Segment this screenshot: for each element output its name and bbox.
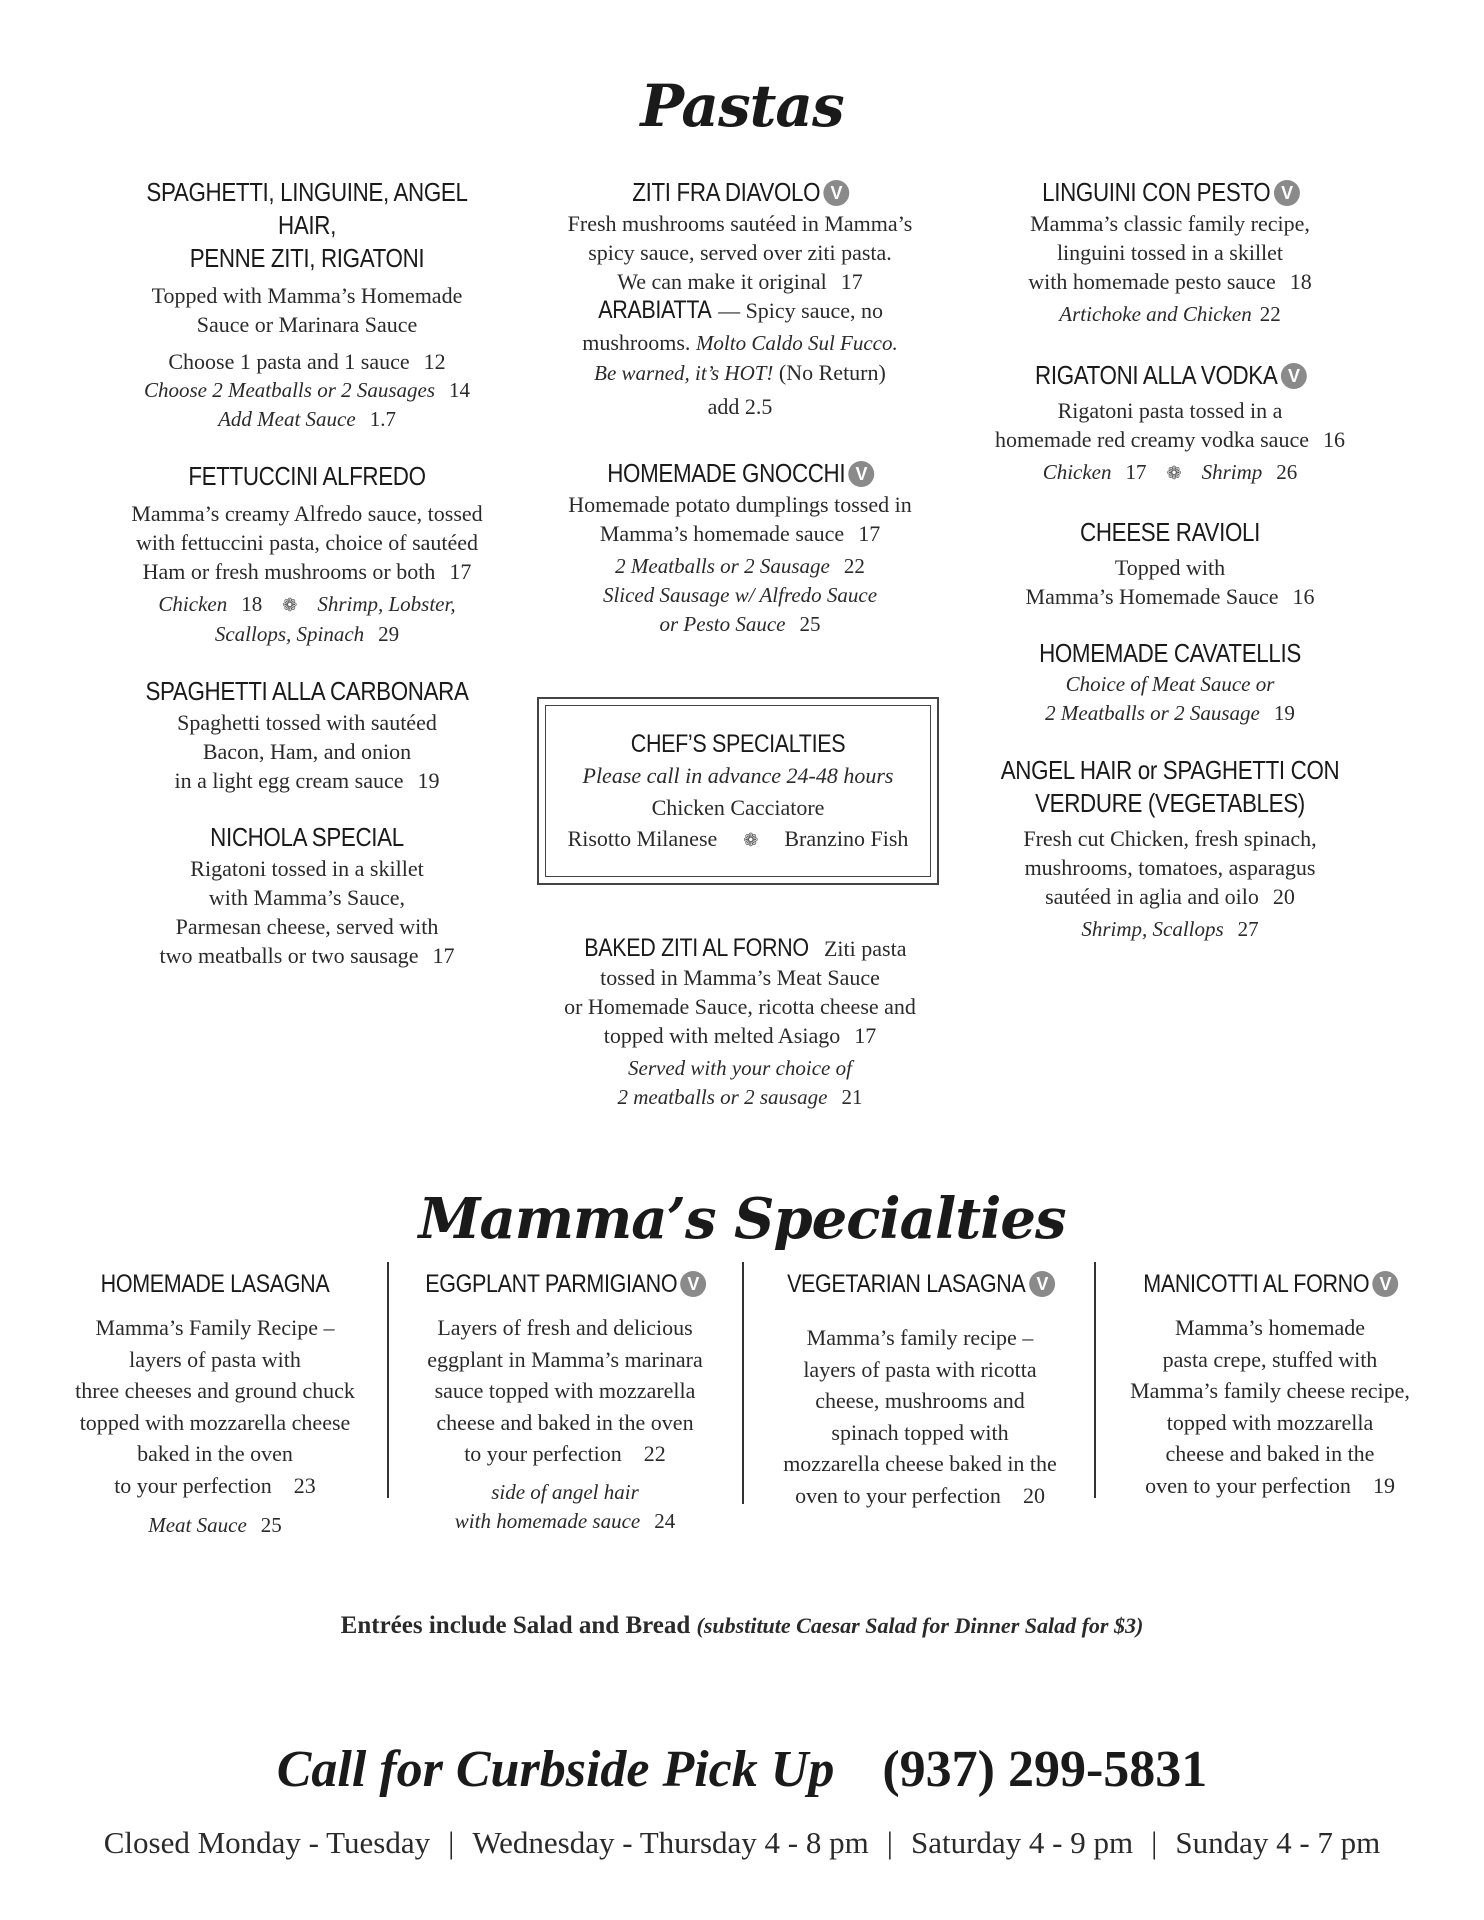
item-name: HOMEMADE LASAGNA — [100, 1270, 330, 1298]
price: 16 — [1292, 584, 1315, 609]
option-text: Shrimp — [1201, 460, 1263, 484]
item-desc: Topped with Mamma’s Homemade — [151, 283, 463, 308]
price: 18 — [1289, 269, 1312, 294]
desc-text: Ziti pasta — [823, 936, 907, 961]
vegetarian-icon: V — [1274, 180, 1300, 206]
item-desc — [92, 557, 522, 586]
menu-item-baked-ziti — [530, 934, 950, 1112]
item-desc — [1105, 1470, 1435, 1502]
menu-item-carbonara — [92, 675, 522, 795]
item-desc — [92, 941, 522, 970]
menu-item-fettuccini-alfredo — [92, 460, 522, 649]
price: 20 — [1272, 884, 1295, 909]
pastas-title: Pastas — [640, 72, 844, 140]
item-option — [92, 405, 522, 434]
item-name — [423, 1268, 707, 1300]
item-desc: cheese and baked in the oven — [436, 1409, 694, 1435]
price: 23 — [293, 1472, 316, 1498]
item-desc: layers of pasta with — [129, 1346, 301, 1372]
desc-text: oven to your perfection — [1145, 1472, 1351, 1498]
item-option — [55, 1511, 375, 1540]
option-text: 2 Meatballs or 2 Sausage — [1045, 701, 1260, 725]
item-option — [960, 699, 1380, 728]
item-desc — [960, 582, 1380, 611]
item-name: SPAGHETTI, LINGUINE, ANGEL HAIR, — [146, 177, 468, 240]
price: 20 — [1022, 1482, 1045, 1508]
vegetarian-icon: V — [1281, 363, 1307, 389]
item-option: Sliced Sausage w/ Alfredo Sauce — [602, 583, 878, 607]
item-desc: three cheeses and ground chuck — [75, 1378, 355, 1403]
item-desc: baked in the oven — [137, 1441, 293, 1466]
item-option — [960, 458, 1380, 488]
price: 17 — [854, 1023, 877, 1048]
desc-text: Mamma’s homemade sauce — [599, 521, 845, 546]
item-name-line2: PENNE ZITI, RIGATONI — [189, 243, 425, 273]
item-desc — [530, 1021, 950, 1050]
item-name: SPAGHETTI ALLA CARBONARA — [145, 676, 469, 706]
item-name — [989, 359, 1350, 392]
item-desc — [530, 267, 950, 296]
option-text: Shrimp, Lobster, — [317, 592, 456, 616]
flower-separator-icon: ❁ — [743, 830, 759, 850]
option-text: with homemade sauce — [454, 1508, 641, 1533]
item-option — [530, 1083, 950, 1112]
item-option — [530, 610, 950, 639]
price: 14 — [449, 378, 471, 402]
desc-text: two meatballs or two sausage — [159, 943, 419, 968]
price: 24 — [654, 1508, 676, 1533]
desc-text: to your perfection — [114, 1472, 272, 1498]
menu-item-cheese-ravioli — [960, 516, 1380, 611]
price: 25 — [799, 612, 821, 636]
menu-item-ziti-fra-diavolo — [530, 176, 950, 421]
item-desc: linguini tossed in a skillet — [1056, 240, 1284, 265]
option-text: 2 meatballs or 2 sausage — [617, 1085, 828, 1109]
item-desc: Mamma’s Family Recipe – — [95, 1315, 335, 1340]
vegetarian-icon: V — [1029, 1271, 1055, 1297]
flower-separator-icon: ❁ — [1166, 463, 1182, 483]
column-divider — [1094, 1262, 1096, 1498]
item-name — [1128, 1268, 1412, 1300]
item-desc: Mamma’s classic family recipe, — [1030, 211, 1310, 236]
item-option — [960, 915, 1380, 944]
item-desc — [530, 328, 950, 358]
item-option — [92, 620, 522, 649]
vegetarian-icon: V — [1373, 1271, 1399, 1297]
pasta-column-left — [92, 176, 522, 996]
item-name — [559, 176, 920, 209]
item-desc: layers of pasta with ricotta — [803, 1356, 1037, 1382]
option-text: Scallops, Spinach — [214, 622, 365, 646]
item-desc: cheese, mushrooms and — [815, 1388, 1025, 1413]
item-option: side of angel hair — [491, 1479, 639, 1504]
price: 19 — [1372, 1472, 1395, 1498]
chefs-specialties-inner — [545, 705, 931, 877]
hours-entry: Wednesday - Thursday 4 - 8 pm — [472, 1825, 869, 1860]
item-desc: with Mamma’s Sauce, — [208, 885, 406, 910]
item-desc — [960, 882, 1380, 911]
specialty-homemade-lasagna — [55, 1268, 375, 1540]
price: 22 — [843, 554, 865, 578]
desc-text: homemade red creamy vodka sauce — [995, 427, 1309, 452]
item-name: ANGEL HAIR or SPAGHETTI CON — [1000, 755, 1340, 785]
menu-item-rigatoni-vodka — [960, 359, 1380, 488]
item-desc: Rigatoni pasta tossed in a — [1057, 398, 1283, 423]
option-text: Choose 2 Meatballs or 2 Sausages — [143, 378, 436, 402]
price: 17 — [432, 943, 455, 968]
item-desc: Sauce or Marinara Sauce — [196, 312, 418, 337]
item-name-text: HOMEMADE GNOCCHI — [607, 458, 846, 488]
entree-note-text: Entrées include Salad and Bread — [340, 1612, 691, 1639]
item-desc — [55, 1470, 375, 1502]
item-desc: Spaghetti tossed with sautéed — [177, 710, 437, 735]
chefs-items-row — [546, 823, 930, 857]
chefs-specialties-title: CHEF’S SPECIALTIES — [630, 730, 846, 758]
item-desc: pasta crepe, stuffed with — [1162, 1346, 1378, 1372]
item-option — [92, 347, 522, 376]
menu-item-linguini-pesto — [960, 176, 1380, 329]
item-option — [530, 392, 950, 421]
option-text: Artichoke and Chicken — [1059, 302, 1252, 326]
item-name — [778, 1268, 1062, 1300]
arabiatta-line — [530, 296, 950, 325]
price: 26 — [1276, 460, 1298, 484]
item-option: Served with your choice of — [628, 1056, 852, 1080]
desc-italic: Be warned, it’s HOT! — [594, 361, 774, 385]
entree-note-italic: (substitute Caesar Salad for Dinner Salad for $3) — [696, 1613, 1144, 1638]
price: 19 — [1273, 701, 1295, 725]
flower-separator-icon: ❁ — [282, 595, 298, 615]
option-text: Shrimp, Scallops — [1081, 917, 1224, 941]
item-desc — [530, 358, 950, 388]
menu-item-spaghetti-linguine — [92, 176, 522, 434]
item-name-text: ZITI FRA DIAVOLO — [632, 177, 821, 207]
curbside-call — [0, 1740, 1484, 1799]
desc-text: Ham or fresh mushrooms or both — [142, 559, 436, 584]
item-name: NICHOLA SPECIAL — [210, 822, 404, 852]
item-desc: topped with mozzarella cheese — [79, 1409, 351, 1435]
chefs-note: Please call in advance 24-48 hours — [582, 763, 894, 788]
vegetarian-icon: V — [824, 180, 850, 206]
item-desc: topped with mozzarella — [1166, 1409, 1374, 1435]
item-name-text: RIGATONI ALLA VODKA — [1035, 360, 1278, 390]
desc-text: in a light egg cream sauce — [174, 768, 404, 793]
price: 21 — [841, 1085, 863, 1109]
item-desc: mushrooms, tomatoes, asparagus — [1024, 855, 1316, 880]
option-text: or Pesto Sauce — [659, 612, 786, 636]
option-text: Add Meat Sauce — [218, 407, 356, 431]
desc-text: (No Return) — [778, 360, 886, 385]
hours-entry: Sunday 4 - 7 pm — [1175, 1825, 1381, 1860]
hours-divider: | — [886, 1825, 893, 1860]
price: 2.5 — [744, 394, 773, 419]
option-text: Chicken — [1042, 460, 1112, 484]
price: 18 — [241, 592, 263, 616]
entree-note — [0, 1612, 1484, 1640]
desc-text: We can make it original — [617, 269, 827, 294]
item-desc — [92, 766, 522, 795]
item-desc: Mamma’s family recipe – — [806, 1325, 1034, 1350]
item-name-line2: VERDURE (VEGETABLES) — [1035, 788, 1305, 818]
price: 17 — [840, 269, 863, 294]
item-name: CHEESE RAVIOLI — [1080, 517, 1260, 547]
item-name: FETTUCCINI ALFREDO — [188, 461, 426, 491]
price: 22 — [1259, 302, 1281, 326]
item-desc: eggplant in Mamma’s marinara — [427, 1346, 703, 1372]
menu-item-angel-hair-verdure — [960, 754, 1380, 944]
hours-entry: Saturday 4 - 9 pm — [910, 1825, 1134, 1860]
desc-text: — Spicy sauce, no — [718, 298, 884, 323]
option-text: 2 Meatballs or 2 Sausage — [615, 554, 830, 578]
desc-text: oven to your perfection — [795, 1482, 1001, 1508]
desc-text: sautéed in aglia and oilo — [1045, 884, 1259, 909]
chefs-item: Branzino Fish — [784, 826, 909, 851]
column-divider — [387, 1262, 389, 1498]
item-name — [989, 176, 1350, 209]
item-name-text: MANICOTTI AL FORNO — [1143, 1270, 1370, 1298]
phone-number[interactable]: (937) 299-5831 — [882, 1741, 1208, 1798]
option-text: Meat Sauce — [148, 1513, 247, 1537]
specialty-manicotti-al-forno — [1105, 1268, 1435, 1501]
item-desc: Mamma’s family cheese recipe, — [1130, 1378, 1410, 1403]
pasta-column-right — [960, 176, 1380, 970]
chefs-item: Risotto Milanese — [567, 826, 718, 851]
menu-item-cavatellis — [960, 637, 1380, 728]
item-desc: Rigatoni tossed in a skillet — [190, 856, 424, 881]
price: 12 — [423, 349, 446, 374]
item-desc: spinach topped with — [831, 1419, 1009, 1445]
option-text: Choose 1 pasta and 1 sauce — [168, 349, 410, 374]
price: 1.7 — [369, 407, 396, 431]
item-desc: Layers of fresh and delicious — [437, 1315, 693, 1340]
option-text: Chicken — [158, 592, 228, 616]
item-desc: or Homemade Sauce, ricotta cheese and — [564, 994, 916, 1019]
vegetarian-icon: V — [849, 461, 875, 487]
item-desc: mozzarella cheese baked in the — [783, 1451, 1057, 1476]
item-desc: cheese and baked in the — [1165, 1441, 1375, 1466]
chefs-specialties-box — [537, 697, 939, 885]
price: 29 — [378, 622, 400, 646]
specialty-vegetarian-lasagna — [755, 1268, 1085, 1511]
hours-divider: | — [1151, 1825, 1158, 1860]
desc-text: to your perfection — [464, 1441, 622, 1466]
item-option — [530, 552, 950, 581]
chefs-item: Chicken Cacciatore — [651, 794, 825, 820]
menu-item-nichola-special — [92, 821, 522, 970]
menu-item-gnocchi — [530, 457, 950, 639]
specialty-eggplant-parmigiano — [400, 1268, 730, 1536]
item-desc: spicy sauce, served over ziti pasta. — [588, 240, 892, 265]
item-desc: tossed in Mamma’s Meat Sauce — [600, 965, 880, 990]
desc-text: topped with melted Asiago — [603, 1023, 841, 1048]
item-desc: Parmesan cheese, served with — [175, 914, 439, 939]
desc-text: Mamma’s Homemade Sauce — [1025, 584, 1279, 609]
item-option: Choice of Meat Sauce or — [1065, 672, 1275, 696]
item-name: HOMEMADE CAVATELLIS — [1039, 638, 1301, 668]
item-desc — [530, 519, 950, 548]
item-desc — [960, 425, 1380, 454]
item-name-text: EGGPLANT PARMIGIANO — [425, 1270, 678, 1298]
price: 16 — [1322, 427, 1345, 452]
curbside-text: Call for Curbside Pick Up — [276, 1741, 835, 1798]
item-desc: sauce topped with mozzarella — [434, 1378, 696, 1403]
business-hours — [0, 1825, 1484, 1861]
vegetarian-icon: V — [681, 1271, 707, 1297]
item-option — [400, 1507, 730, 1536]
desc-text: mushrooms. — [582, 330, 691, 355]
item-option — [92, 590, 522, 620]
column-divider — [742, 1262, 744, 1504]
specialties-title: Mamma’s Specialties — [418, 1186, 1066, 1252]
price: 17 — [1125, 460, 1147, 484]
item-desc: Topped with — [1114, 555, 1226, 580]
price: 25 — [260, 1513, 282, 1537]
pasta-column-center — [530, 176, 950, 665]
item-desc: with fettuccini pasta, choice of sautéed — [135, 530, 479, 555]
item-desc — [960, 267, 1380, 296]
price: 17 — [449, 559, 472, 584]
hours-divider: | — [448, 1825, 455, 1860]
hours-entry: Closed Monday - Tuesday — [103, 1825, 431, 1860]
item-name-text: LINGUINI CON PESTO — [1042, 177, 1271, 207]
price: 27 — [1237, 917, 1259, 941]
arabiatta-name: ARABIATTA — [598, 296, 712, 324]
item-name-line — [530, 934, 950, 963]
item-name: BAKED ZITI AL FORNO — [583, 934, 809, 962]
item-desc: Mamma’s creamy Alfredo sauce, tossed — [131, 501, 483, 526]
item-desc: Fresh cut Chicken, fresh spinach, — [1023, 826, 1317, 851]
item-desc: Fresh mushrooms sautéed in Mamma’s — [567, 211, 913, 236]
item-name-text: VEGETARIAN LASAGNA — [787, 1270, 1026, 1298]
item-desc: Homemade potato dumplings tossed in — [568, 492, 912, 517]
item-desc: Mamma’s homemade — [1174, 1315, 1365, 1340]
price: 22 — [643, 1441, 666, 1466]
option-text: add — [707, 394, 740, 419]
desc-text: with homemade pesto sauce — [1028, 269, 1276, 294]
item-desc — [400, 1438, 730, 1470]
item-desc — [755, 1480, 1085, 1512]
item-desc: Bacon, Ham, and onion — [202, 739, 412, 764]
item-option — [92, 376, 522, 405]
desc-italic: Molto Caldo Sul Fucco. — [695, 331, 898, 355]
item-option — [960, 300, 1380, 329]
item-name — [559, 457, 920, 490]
price: 19 — [417, 768, 440, 793]
price: 17 — [858, 521, 881, 546]
